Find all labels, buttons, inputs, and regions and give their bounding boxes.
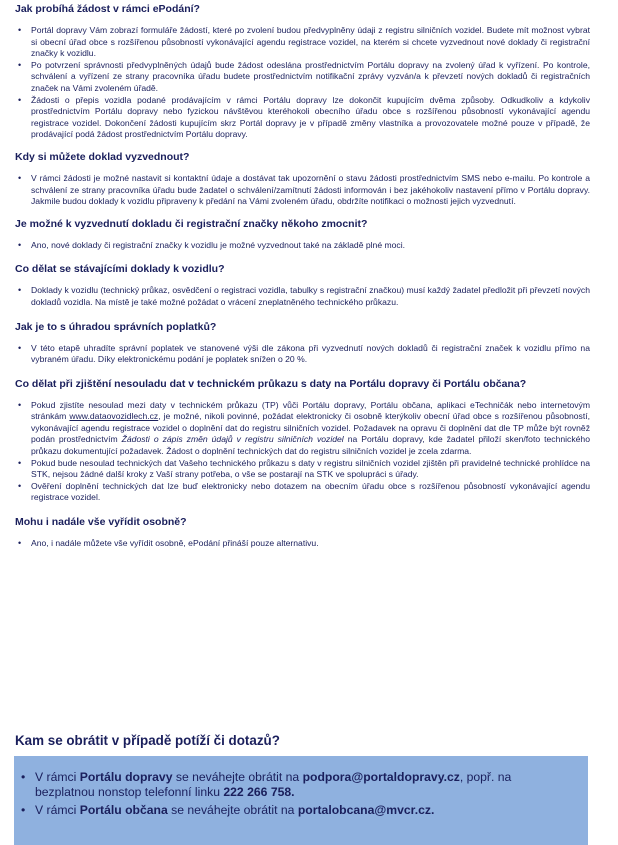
faq-answer-item [31, 400, 590, 458]
answer-text: , je možné, nikoli povinné, požádat elektronicky či osobně kterýkoliv obecní úřad obce s rozšířenou působností, vykonávající agendu registrace vozidel o doplnění dat do registru silničních vozidel. Požadavek na opravu či doplnění dat dle TP může být rovněž podán prostřednictvím [31, 411, 590, 445]
contact-heading: Kam se obrátit v případě potíží či dotazů? [15, 733, 280, 748]
contact-email-link[interactable]: portalobcana@mvcr.cz. [297, 802, 435, 817]
contact-text: V rámci [35, 802, 80, 817]
faq-section-epodani [15, 3, 590, 141]
contact-box [14, 756, 588, 845]
faq-section-proxy [15, 218, 590, 252]
faq-section-data-mismatch [15, 378, 590, 504]
faq-answer-list [15, 240, 590, 252]
faq-answer-list [15, 173, 590, 208]
contact-email-link[interactable]: podpora@portaldopravy.cz [302, 770, 460, 784]
faq-answer-item: • Po potvrzení správnosti předvyplněných údajů bude žádost odeslána prostřednictvím Portálu dopravy na zvolený úřad k vyřízení. Po kontrole, schválení a vyřízení ze strany pracovníka úřadu budete prostřednictvím notifikační zprávy vyzván/a k převzetí nových dokladů či registračních značek na Vámi zvoleném úřadě. [31, 60, 590, 95]
contact-portal-name: Portálu občana [79, 802, 168, 817]
faq-answer-item: • Ověření doplnění technických dat lze buď elektronicky nebo dotazem na obecním úřadu obce s rozšířenou působností vykonávající agendu registrace vozidel. [31, 481, 590, 504]
faq-answer-list [15, 538, 590, 550]
contact-portal-name: Portálu dopravy [79, 770, 173, 784]
faq-answer-list [15, 285, 590, 308]
faq-section-existing-docs [15, 263, 590, 308]
faq-answer-item: • Ano, nové doklady či registrační značky k vozidlu je možné vyzvednout také na základě plné moci. [31, 240, 590, 252]
faq-question: Je možné k vyzvednutí dokladu či registrační značky někoho zmocnit? [15, 217, 368, 230]
faq-answer-item: • Portál dopravy Vám zobrazí formuláře žádostí, které po zvolení budou předvyplněny údaji z registru silničních vozidel. Budete mít možnost vybrat si obecní úřad obce s rozšířenou působností vykonávající agendu registrace vozidel, na kterém si chcete vyzvednout nové doklady či registrační značky k vozidlu. [31, 25, 590, 60]
faq-answer-list [15, 400, 590, 504]
faq-section-fees [15, 321, 590, 366]
faq-question: Jak probíhá žádost v rámci ePodání? [15, 3, 200, 15]
faq-answer-item: • Pokud bude nesoulad technických dat Vašeho technického průkazu s daty v registru silničních vozidel zjištěn při pravidelné technické prohlídce na STK, nejsou žádné další kroky z Vaší strany potřeba, o vše se postarají na STK ve spolupráci s úřady. [31, 458, 590, 481]
faq-section-pickup [15, 151, 590, 208]
contact-text: se neváhejte obrátit na [172, 770, 303, 784]
answer-text: na Portálu dopravy, kde žadatel přiloží sken/foto technického průkazu dokumentující požadavek. Žádost o doplnění technických dat do registru silničních vozidel je zcela zdarma. [31, 434, 590, 457]
faq-question: Kdy si můžete doklad vyzvednout? [15, 150, 190, 163]
form-name-italic: Žádosti o zápis změn údajů v registru silničních vozidel [121, 434, 344, 445]
contact-text: se neváhejte obrátit na [167, 802, 298, 817]
faq-question: Co dělat se stávajícími doklady k vozidlu? [15, 263, 225, 276]
contact-text: , popř. na bezplatnou nonstop telefonní linku [35, 770, 512, 800]
faq-question: Co dělat při zjištění nesouladu dat v technickém průkazu s daty na Portálu dopravy či Portálu občana? [15, 377, 527, 390]
dataovozidlech-link[interactable]: www.dataovozidlech.cz [69, 411, 159, 422]
faq-section-in-person [15, 516, 590, 550]
contact-list [14, 756, 588, 818]
answer-text: Pokud zjistíte nesoulad mezi daty v technickém průkazu (TP) vůči Portálu dopravy, Portálu občana, aplikaci eTechničák nebo internetovým stránkám [31, 399, 590, 422]
faq-question: Jak je to s úhradou správních poplatků? [15, 320, 217, 333]
faq-content [15, 3, 590, 550]
contact-phone-number[interactable]: 222 266 758. [223, 785, 295, 800]
faq-answer-list [15, 343, 590, 366]
faq-answer-item: • V této etapě uhradíte správní poplatek ve stanovené výši dle zákona při vyzvednutí nových dokladů či registrační značek k vozidlu přímo na vybraném úřadu. Díky elektronickému podání je poplatek snížen o 20 %. [31, 343, 590, 366]
contact-item-portal-obcana [35, 803, 574, 818]
contact-text: V rámci [35, 770, 80, 784]
faq-answer-list [15, 25, 590, 141]
faq-answer-item: • Ano, i nadále můžete vše vyřídit osobně, ePodání přináší pouze alternativu. [31, 538, 590, 550]
faq-answer-item: • V rámci žádosti je možné nastavit si kontaktní údaje a dostávat tak upozornění o stavu žádosti prostřednictvím SMS nebo e-mailu. Po kontrole a schválení ze strany pracovníka úřadu bude žadatel o schválení/zamítnutí žádosti informován i bez jakéhokoliv nastavení přímo v Portálu dopravy. Jakmile budou doklady k vozidlu připraveny k předání na Vámi zvoleném úřadu, obdržíte notifikaci o možnosti jejich vyzvednutí. [31, 173, 590, 208]
contact-item-portal-dopravy [35, 770, 574, 801]
faq-answer-item: • Doklady k vozidlu (technický průkaz, osvědčení o registraci vozidla, tabulky s registrační značkou) musí každý žadatel předložit při převzetí nových dokladů vozidla. Na místě je také možné požádat o vrácení zneplatněného technického průkazu. [31, 285, 590, 308]
faq-answer-item: • Žádosti o přepis vozidla podané prodávajícím v rámci Portálu dopravy lze dokončit kupujícím dvěma způsoby. Odkudkoliv a kdykoliv prostřednictvím Portálu dopravy nebo fyzickou návštěvou kteréhokoli obecního úřadu obce s rozšířenou působností vykonávající agendu registrace vozidel. Dokončení žádosti kupujícím skrz Portál dopravy je v případě změny vlastníka a provozovatele možné pouze v případě, že prodávající podá žádost prostřednictvím Portálu dopravy. [31, 95, 590, 141]
faq-question: Mohu i nadále vše vyřídit osobně? [15, 516, 187, 529]
